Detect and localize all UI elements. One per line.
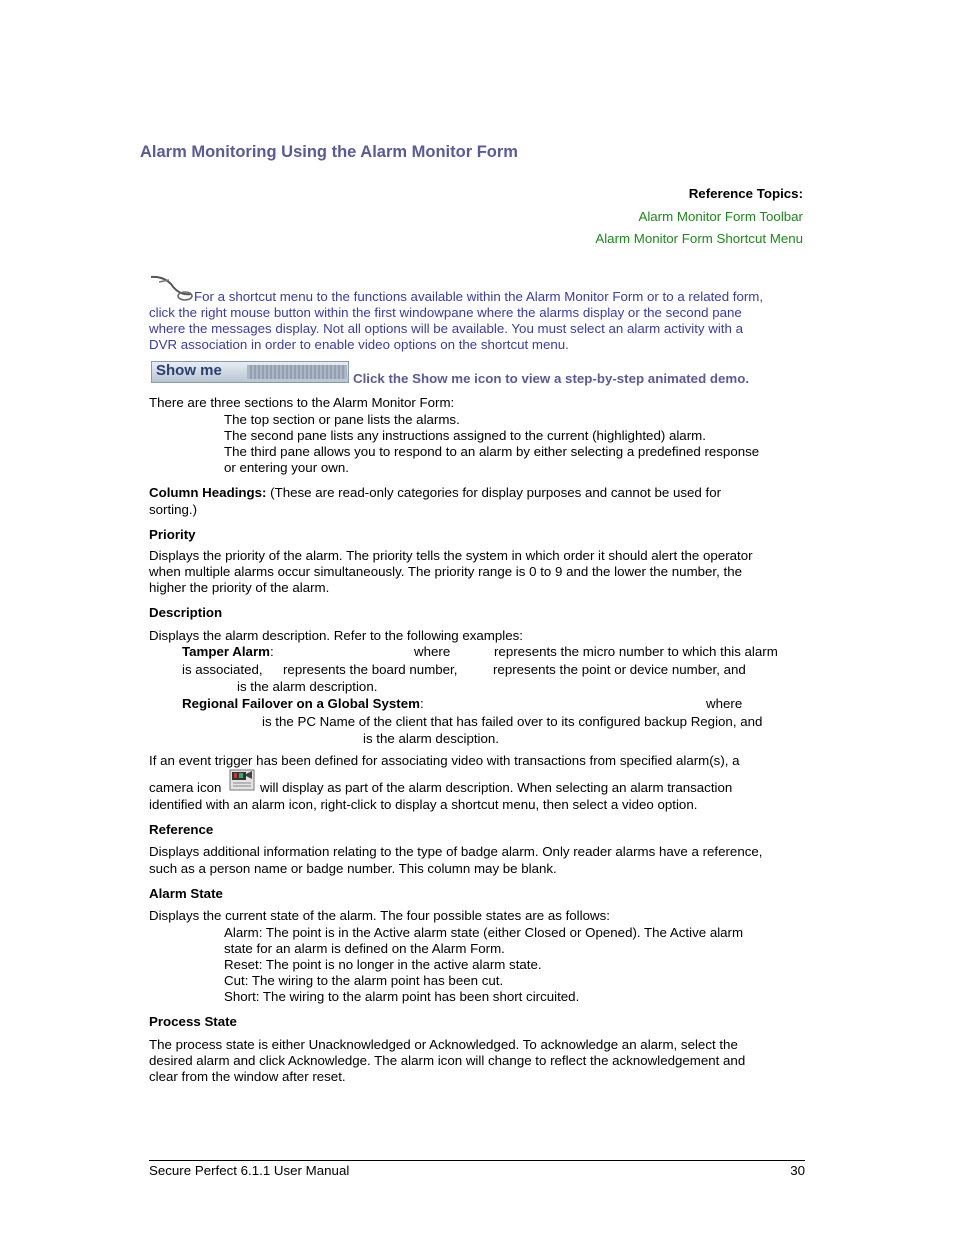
- regional-failover-label: Regional Failover on a Global System: [182, 696, 420, 711]
- alarm-state-item-3: Cut: The wiring to the alarm point has been cut.: [224, 973, 504, 988]
- column-headings-label: Column Headings:: [149, 485, 267, 500]
- priority-line-1: Displays the priority of the alarm. The priority tells the system in which order it should alert the operator: [149, 548, 753, 563]
- tamper-alarm-label: Tamper Alarm: [182, 644, 270, 659]
- process-state-line-1: The process state is either Unacknowledged or Acknowledged. To acknowledge an alarm, select the: [149, 1037, 738, 1052]
- show-me-button[interactable]: [151, 361, 349, 383]
- regional-line-3: is the alarm desciption.: [363, 731, 499, 746]
- priority-heading: Priority: [149, 527, 196, 542]
- section-item-3-cont: or entering your own.: [224, 460, 349, 475]
- column-headings-text: (These are read-only categories for display purposes and cannot be used for: [266, 485, 722, 500]
- section-item-2: The second pane lists any instructions assigned to the current (highlighted) alarm.: [224, 428, 706, 443]
- section-item-3: The third pane allows you to respond to an alarm by either selecting a predefined response: [224, 444, 760, 459]
- process-state-heading: Process State: [149, 1014, 237, 1029]
- alarm-state-intro: Displays the current state of the alarm. The four possible states are as follows:: [149, 908, 610, 923]
- alarm-state-heading: Alarm State: [149, 886, 223, 901]
- link-alarm-monitor-form-toolbar[interactable]: Alarm Monitor Form Toolbar: [638, 209, 803, 224]
- page-title: Alarm Monitoring Using the Alarm Monitor Form: [140, 143, 518, 161]
- description-intro: Displays the alarm description. Refer to the following examples:: [149, 628, 523, 643]
- regional-failover-line-1: Regional Failover on a Global System:: [182, 696, 424, 711]
- tamper-line-2a: is associated,: [182, 662, 263, 677]
- tip-line-3: where the messages display. Not all options will be available. You must select an alarm activity with a: [149, 321, 743, 336]
- footer-divider: [149, 1160, 805, 1161]
- camera-line-2b: will display as part of the alarm description. When selecting an alarm transaction: [260, 780, 733, 795]
- mouse-tip-icon: [149, 274, 193, 305]
- process-state-line-2: desired alarm and click Acknowledge. The alarm icon will change to reflect the acknowledgement and: [149, 1053, 746, 1068]
- tamper-line-2c: represents the point or device number, and: [493, 662, 746, 677]
- section-item-1: The top section or pane lists the alarms.: [224, 412, 460, 427]
- priority-line-3: higher the priority of the alarm.: [149, 580, 330, 595]
- show-me-button-label: Show me: [156, 362, 222, 379]
- column-headings-line: [149, 485, 721, 500]
- tamper-where: where: [414, 644, 451, 659]
- reference-topics-heading: Reference Topics:: [688, 186, 803, 201]
- description-heading: Description: [149, 605, 223, 620]
- reference-heading: Reference: [149, 822, 214, 837]
- footer-page-number: 30: [790, 1163, 805, 1178]
- priority-line-2: when multiple alarms occur simultaneously. The priority range is 0 to 9 and the lower the number, the: [149, 564, 742, 579]
- column-headings-text-2: sorting.): [149, 502, 198, 517]
- tip-line-2: click the right mouse button within the first windowpane where the alarms display or the second pane: [149, 305, 742, 320]
- camera-icon: [229, 769, 255, 791]
- alarm-state-item-1-cont: state for an alarm is defined on the Alarm Form.: [224, 941, 505, 956]
- link-alarm-monitor-form-shortcut-menu[interactable]: Alarm Monitor Form Shortcut Menu: [595, 231, 803, 246]
- sections-intro: There are three sections to the Alarm Monitor Form:: [149, 395, 455, 410]
- alarm-state-item-2: Reset: The point is no longer in the active alarm state.: [224, 957, 542, 972]
- tip-line-4: DVR association in order to enable video options on the shortcut menu.: [149, 337, 569, 352]
- regional-where: where: [706, 696, 743, 711]
- camera-line-1: If an event trigger has been defined for associating video with transactions from specified alarm(s), a: [149, 753, 740, 768]
- camera-line-2a: camera icon: [149, 780, 222, 795]
- reference-line-1: Displays additional information relating to the type of badge alarm. Only reader alarms have a reference,: [149, 844, 763, 859]
- camera-line-3: identified with an alarm icon, right-click to display a shortcut menu, then select a video option.: [149, 797, 698, 812]
- reference-line-2: such as a person name or badge number. This column may be blank.: [149, 861, 557, 876]
- process-state-line-3: clear from the window after reset.: [149, 1069, 346, 1084]
- tamper-line-3: is the alarm description.: [237, 679, 378, 694]
- regional-line-2: is the PC Name of the client that has failed over to its configured backup Region, and: [262, 714, 763, 729]
- footer-manual-title: Secure Perfect 6.1.1 User Manual: [149, 1163, 350, 1178]
- alarm-state-item-4: Short: The wiring to the alarm point has been short circuited.: [224, 989, 580, 1004]
- show-me-text: Click the Show me icon to view a step-by-step animated demo.: [353, 371, 750, 386]
- tamper-micro-text: represents the micro number to which this alarm: [494, 644, 778, 659]
- tip-line-1: For a shortcut menu to the functions available within the Alarm Monitor Form or to a related form,: [194, 289, 764, 304]
- tamper-line-2b: represents the board number,: [283, 662, 458, 677]
- tamper-alarm-line-1: Tamper Alarm:: [182, 644, 274, 659]
- alarm-state-item-1: Alarm: The point is in the Active alarm state (either Closed or Opened). The Active alarm: [224, 925, 744, 940]
